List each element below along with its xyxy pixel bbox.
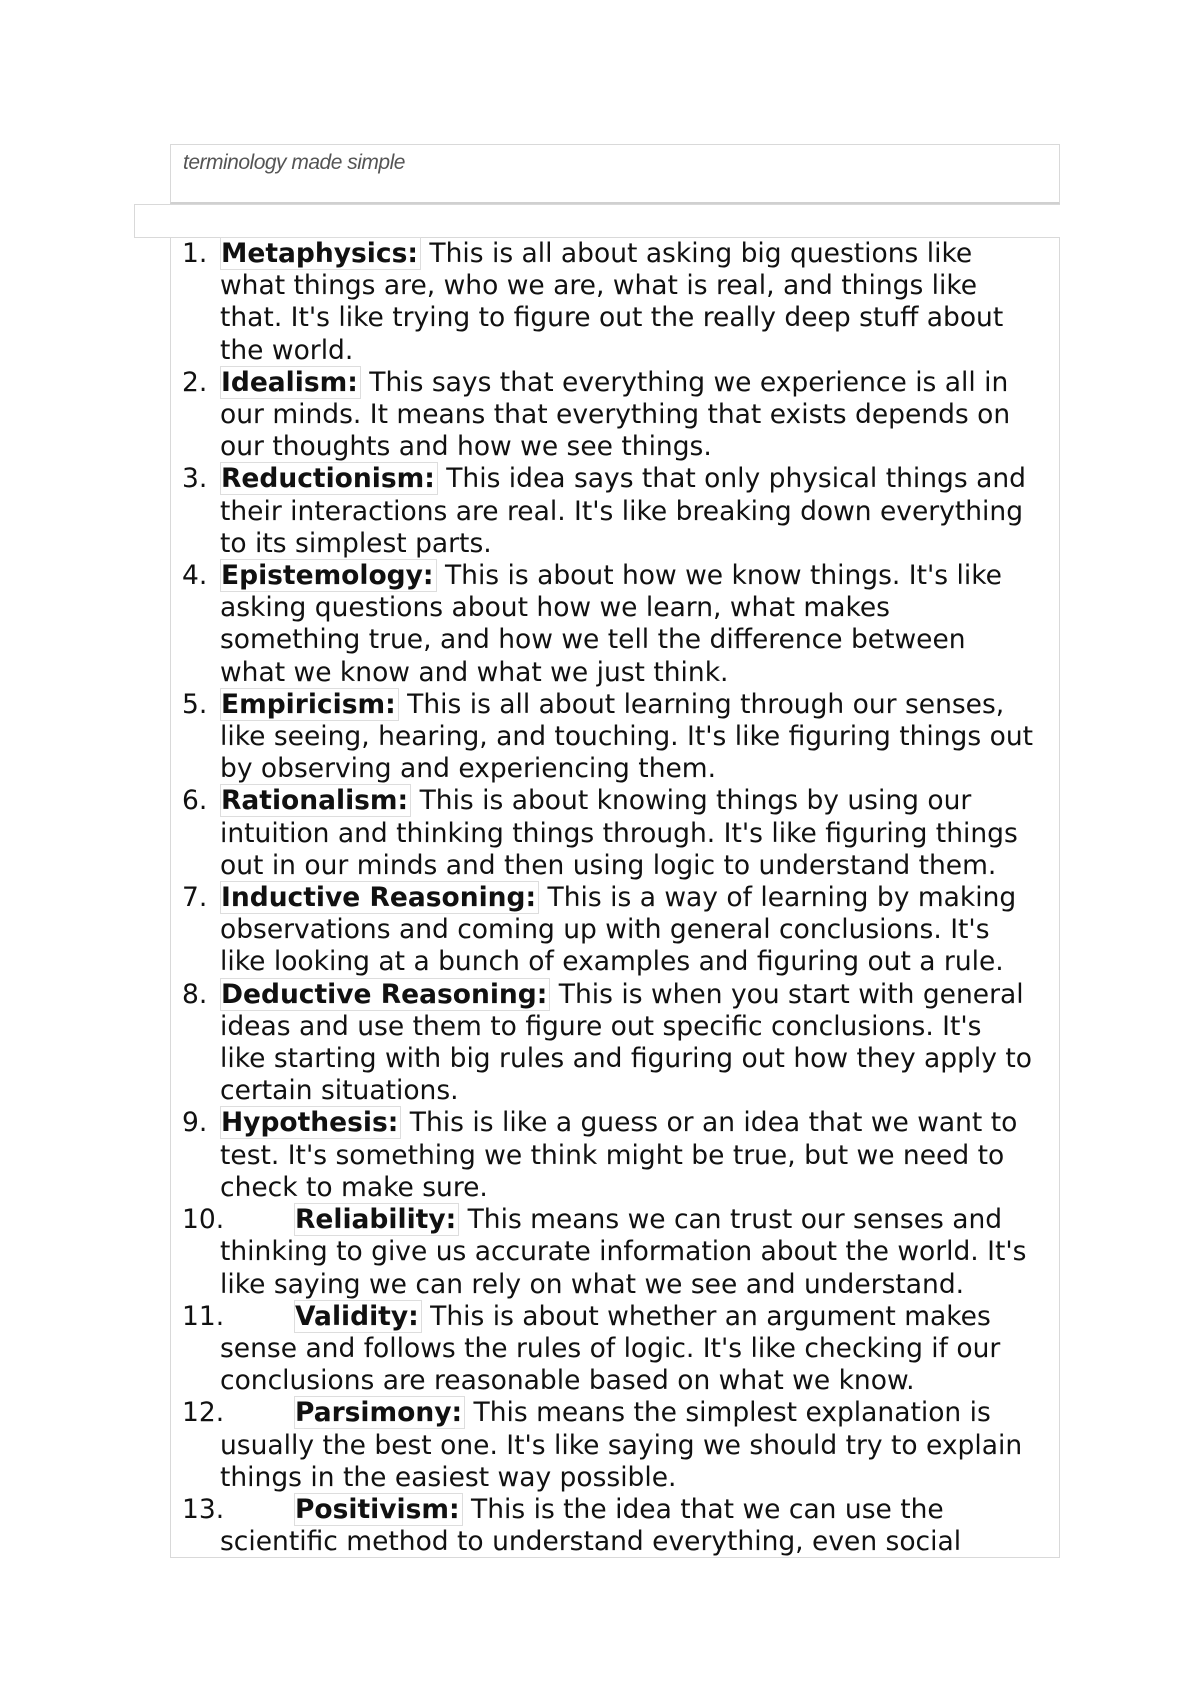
term-label: Inductive Reasoning: xyxy=(220,881,539,914)
term-item xyxy=(182,463,1062,560)
term-label: Idealism: xyxy=(220,366,361,399)
term-item xyxy=(182,979,1062,1108)
term-definition: This is about knowing things by using our xyxy=(411,785,972,817)
term-item xyxy=(182,238,1062,367)
term-definition: This is about whether an argument makes xyxy=(421,1300,991,1332)
term-item xyxy=(182,689,1062,786)
term-line: ideas and use them to figure out specific conclusions. It's xyxy=(220,1010,982,1042)
term-number: 6. xyxy=(182,785,208,817)
term-list xyxy=(182,238,1062,1558)
term-line: certain situations. xyxy=(220,1075,459,1107)
term-line xyxy=(220,238,1062,270)
term-definition: This is about how we know things. It's like xyxy=(436,560,1002,592)
term-line: check to make sure. xyxy=(220,1171,488,1203)
term-number: 7. xyxy=(182,882,208,914)
term-label: Empiricism: xyxy=(220,688,399,721)
term-definition: This is a way of learning by making xyxy=(539,882,1017,914)
term-line: sense and follows the rules of logic. It's like checking if our xyxy=(220,1332,1001,1364)
term-label: Validity: xyxy=(294,1300,422,1333)
term-line: like seeing, hearing, and touching. It's like figuring things out xyxy=(220,721,1033,753)
term-item xyxy=(182,785,1062,882)
term-line: scientific method to understand everything, even social xyxy=(220,1526,962,1558)
term-item xyxy=(182,367,1062,464)
term-line xyxy=(220,367,1062,399)
term-definition: This says that everything we experience is all in xyxy=(360,366,1009,398)
term-label: Positivism: xyxy=(294,1493,463,1526)
term-line: intuition and thinking things through. It's like figuring things xyxy=(220,817,1018,849)
term-line: the world. xyxy=(220,334,354,366)
term-line: conclusions are reasonable based on what we know. xyxy=(220,1365,915,1397)
term-line: observations and coming up with general conclusions. It's xyxy=(220,914,990,946)
term-label: Deductive Reasoning: xyxy=(220,978,550,1011)
term-line xyxy=(220,882,1062,914)
term-label: Metaphysics: xyxy=(220,237,421,270)
term-number: 2. xyxy=(182,366,208,398)
term-line: what we know and what we just think. xyxy=(220,656,729,688)
term-definition: This is all about asking big questions like xyxy=(420,238,973,269)
term-line xyxy=(220,1107,1062,1139)
term-line: like starting with big rules and figuring out how they apply to xyxy=(220,1043,1033,1075)
term-definition: This is like a guess or an idea that we want to xyxy=(401,1107,1018,1139)
term-line: our thoughts and how we see things. xyxy=(220,431,712,463)
term-label: Epistemology: xyxy=(220,559,437,592)
term-number: 9. xyxy=(182,1107,208,1139)
term-line: to its simplest parts. xyxy=(220,527,492,559)
term-line xyxy=(220,1204,1062,1236)
term-line xyxy=(220,785,1062,817)
term-line xyxy=(220,560,1062,592)
term-line: asking questions about how we learn, what makes xyxy=(220,592,890,624)
term-definition: This idea says that only physical things and xyxy=(437,463,1026,495)
term-number: 3. xyxy=(182,463,208,495)
header-band xyxy=(134,204,1060,238)
term-line xyxy=(220,979,1062,1011)
term-item xyxy=(182,1204,1062,1301)
term-line xyxy=(220,689,1062,721)
term-line: like saying we can rely on what we see and understand. xyxy=(220,1268,965,1300)
header-box xyxy=(170,144,1060,204)
term-line: that. It's like trying to figure out the really deep stuff about xyxy=(220,302,1004,334)
term-line: thinking to give us accurate information about the world. It's xyxy=(220,1236,1027,1268)
term-definition: This means we can trust our senses and xyxy=(459,1204,1003,1236)
term-label: Reductionism: xyxy=(220,462,438,495)
term-line xyxy=(220,1301,1062,1333)
term-line: their interactions are real. It's like breaking down everything xyxy=(220,495,1024,527)
term-item xyxy=(182,1107,1062,1204)
term-item xyxy=(182,1494,1062,1558)
term-label: Rationalism: xyxy=(220,784,411,817)
term-number: 11. xyxy=(182,1300,225,1332)
header-subtitle: terminology made simple xyxy=(183,151,405,174)
term-number: 4. xyxy=(182,560,208,592)
term-label: Hypothesis: xyxy=(220,1106,401,1139)
term-item xyxy=(182,1301,1062,1398)
term-item xyxy=(182,560,1062,689)
term-number: 1. xyxy=(182,238,208,269)
term-item xyxy=(182,1397,1062,1494)
term-label: Parsimony: xyxy=(294,1396,465,1429)
term-line xyxy=(220,1397,1062,1429)
term-line: by observing and experiencing them. xyxy=(220,753,717,785)
term-line: things in the easiest way possible. xyxy=(220,1461,677,1493)
term-label: Reliability: xyxy=(294,1203,459,1236)
term-line xyxy=(220,463,1062,495)
term-item xyxy=(182,882,1062,979)
term-line: out in our minds and then using logic to understand them. xyxy=(220,849,997,881)
term-number: 5. xyxy=(182,688,208,720)
term-number: 13. xyxy=(182,1493,225,1525)
term-number: 10. xyxy=(182,1204,225,1236)
term-line: our minds. It means that everything that exists depends on xyxy=(220,399,1011,431)
term-definition: This is the idea that we can use the xyxy=(462,1493,944,1525)
term-line: test. It's something we think might be true, but we need to xyxy=(220,1139,1005,1171)
term-line: like looking at a bunch of examples and figuring out a rule. xyxy=(220,946,1004,978)
term-definition: This is when you start with general xyxy=(550,978,1024,1010)
term-line: something true, and how we tell the difference between xyxy=(220,624,966,656)
term-number: 8. xyxy=(182,978,208,1010)
term-number: 12. xyxy=(182,1397,225,1429)
term-definition: This means the simplest explanation is xyxy=(465,1397,991,1429)
term-line xyxy=(220,1494,1062,1526)
term-line: usually the best one. It's like saying we should try to explain xyxy=(220,1429,1023,1461)
term-definition: This is all about learning through our senses, xyxy=(398,688,1005,720)
term-line: what things are, who we are, what is real, and things like xyxy=(220,270,978,302)
